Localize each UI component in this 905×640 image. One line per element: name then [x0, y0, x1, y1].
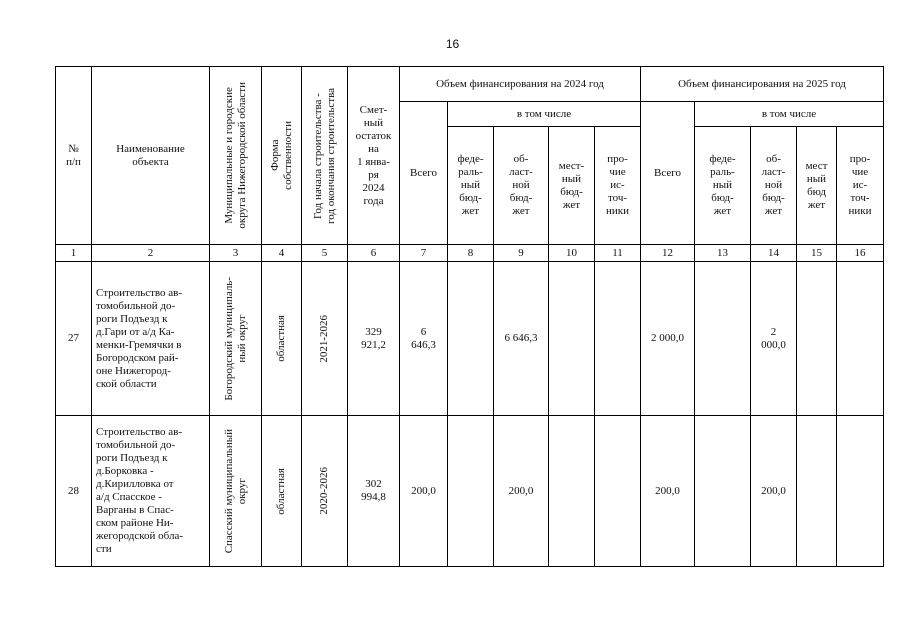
column-number: 2 — [92, 245, 210, 262]
local-2024 — [549, 416, 595, 567]
column-number: 10 — [549, 245, 595, 262]
total-2025: 2 000,0 — [641, 262, 695, 416]
header-incl-2025: в том числе — [695, 102, 884, 127]
column-number: 7 — [400, 245, 448, 262]
header-group-2024: Объем финансирования на 2024 год — [400, 67, 641, 102]
district: Спасский муниципальный округ — [222, 428, 248, 554]
ownership: областная — [275, 315, 287, 362]
ownership: областная — [275, 467, 287, 515]
years-cell — [302, 262, 348, 416]
ownership-cell — [262, 262, 302, 416]
header-obl-2025: об- ласт- ной бюд- жет — [751, 127, 797, 245]
column-number: 9 — [494, 245, 549, 262]
column-number: 13 — [695, 245, 751, 262]
years-cell — [302, 416, 348, 567]
district: Богородский муниципаль- ный округ — [222, 276, 248, 401]
local-2025 — [797, 262, 837, 416]
header-total-2024: Всего — [400, 102, 448, 245]
column-number: 12 — [641, 245, 695, 262]
column-number: 8 — [448, 245, 494, 262]
column-number-row — [56, 245, 884, 262]
total-2024: 6 646,3 — [400, 262, 448, 416]
page-number: 16 — [445, 37, 460, 51]
total-2024: 200,0 — [400, 416, 448, 567]
federal-2025 — [695, 262, 751, 416]
district-cell — [210, 262, 262, 416]
column-number: 16 — [837, 245, 884, 262]
ownership-cell — [262, 416, 302, 567]
header-years-cell — [302, 67, 348, 245]
other-2024 — [595, 262, 641, 416]
years: 2021-2026 — [318, 314, 330, 363]
column-number: 5 — [302, 245, 348, 262]
federal-2025 — [695, 416, 751, 567]
object-name: Строительство ав- томобильной до- роги Подъезд к д.Борковка - д.Кирилловка от а/д Спасское - Варганы в Спас- ском районе Ни- жегородской обла- сти — [96, 426, 184, 555]
total-2025: 200,0 — [641, 416, 695, 567]
header-district-cell — [210, 67, 262, 245]
column-number: 4 — [262, 245, 302, 262]
regional-2024: 200,0 — [494, 416, 549, 567]
regional-2025: 2 000,0 — [751, 262, 797, 416]
row-number: 28 — [56, 416, 92, 567]
column-number: 11 — [595, 245, 641, 262]
header-fed-2025: феде- раль- ный бюд- жет — [695, 127, 751, 245]
object-name-cell — [92, 262, 210, 416]
header-mest-2025: мест ный бюд жет — [797, 127, 837, 245]
header-ownership: Форма собственности — [268, 121, 294, 190]
header-other-2025: про- чие ис- точ- ники — [837, 127, 884, 245]
column-number: 15 — [797, 245, 837, 262]
header-years: Год начала строительства - год окончания строительства — [311, 87, 337, 224]
financing-table — [55, 66, 884, 567]
other-2025 — [837, 262, 884, 416]
header-row-number: № п/п — [56, 67, 92, 245]
row-number: 27 — [56, 262, 92, 416]
column-number: 14 — [751, 245, 797, 262]
header-object-name: Наименование объекта — [92, 67, 210, 245]
header-ownership-cell — [262, 67, 302, 245]
header-incl-2024: в том числе — [448, 102, 641, 127]
federal-2024 — [448, 416, 494, 567]
estimate-remainder: 302 994,8 — [348, 416, 400, 567]
column-number: 1 — [56, 245, 92, 262]
header-obl-2024: об- ласт- ной бюд- жет — [494, 127, 549, 245]
years: 2020-2026 — [318, 467, 330, 515]
header-total-2025: Всего — [641, 102, 695, 245]
other-2025 — [837, 416, 884, 567]
other-2024 — [595, 416, 641, 567]
district-cell — [210, 416, 262, 567]
table-row — [56, 262, 884, 416]
column-number: 3 — [210, 245, 262, 262]
header-fed-2024: федe- раль- ный бюд- жет — [448, 127, 494, 245]
object-name: Строительство ав- томобильной до- роги Подъезд к д.Гари от а/д Ка- менки-Гремячки в Богородском рай- оне Нижегород- ской области — [96, 286, 183, 390]
local-2024 — [549, 262, 595, 416]
table-row — [56, 416, 884, 567]
regional-2025: 200,0 — [751, 416, 797, 567]
local-2025 — [797, 416, 837, 567]
header-other-2024: про- чие ис- точ- ники — [595, 127, 641, 245]
estimate-remainder: 329 921,2 — [348, 262, 400, 416]
regional-2024: 6 646,3 — [494, 262, 549, 416]
column-number: 6 — [348, 245, 400, 262]
object-name-cell — [92, 416, 210, 567]
header-remainder: Смет- ный остаток на 1 янва- ря 2024 года — [348, 67, 400, 245]
header-group-2025: Объем финансирования на 2025 год — [641, 67, 884, 102]
header-mest-2024: мест- ный бюд- жет — [549, 127, 595, 245]
federal-2024 — [448, 262, 494, 416]
header-district: Муниципальные и городские округа Нижегородской области — [222, 82, 248, 229]
